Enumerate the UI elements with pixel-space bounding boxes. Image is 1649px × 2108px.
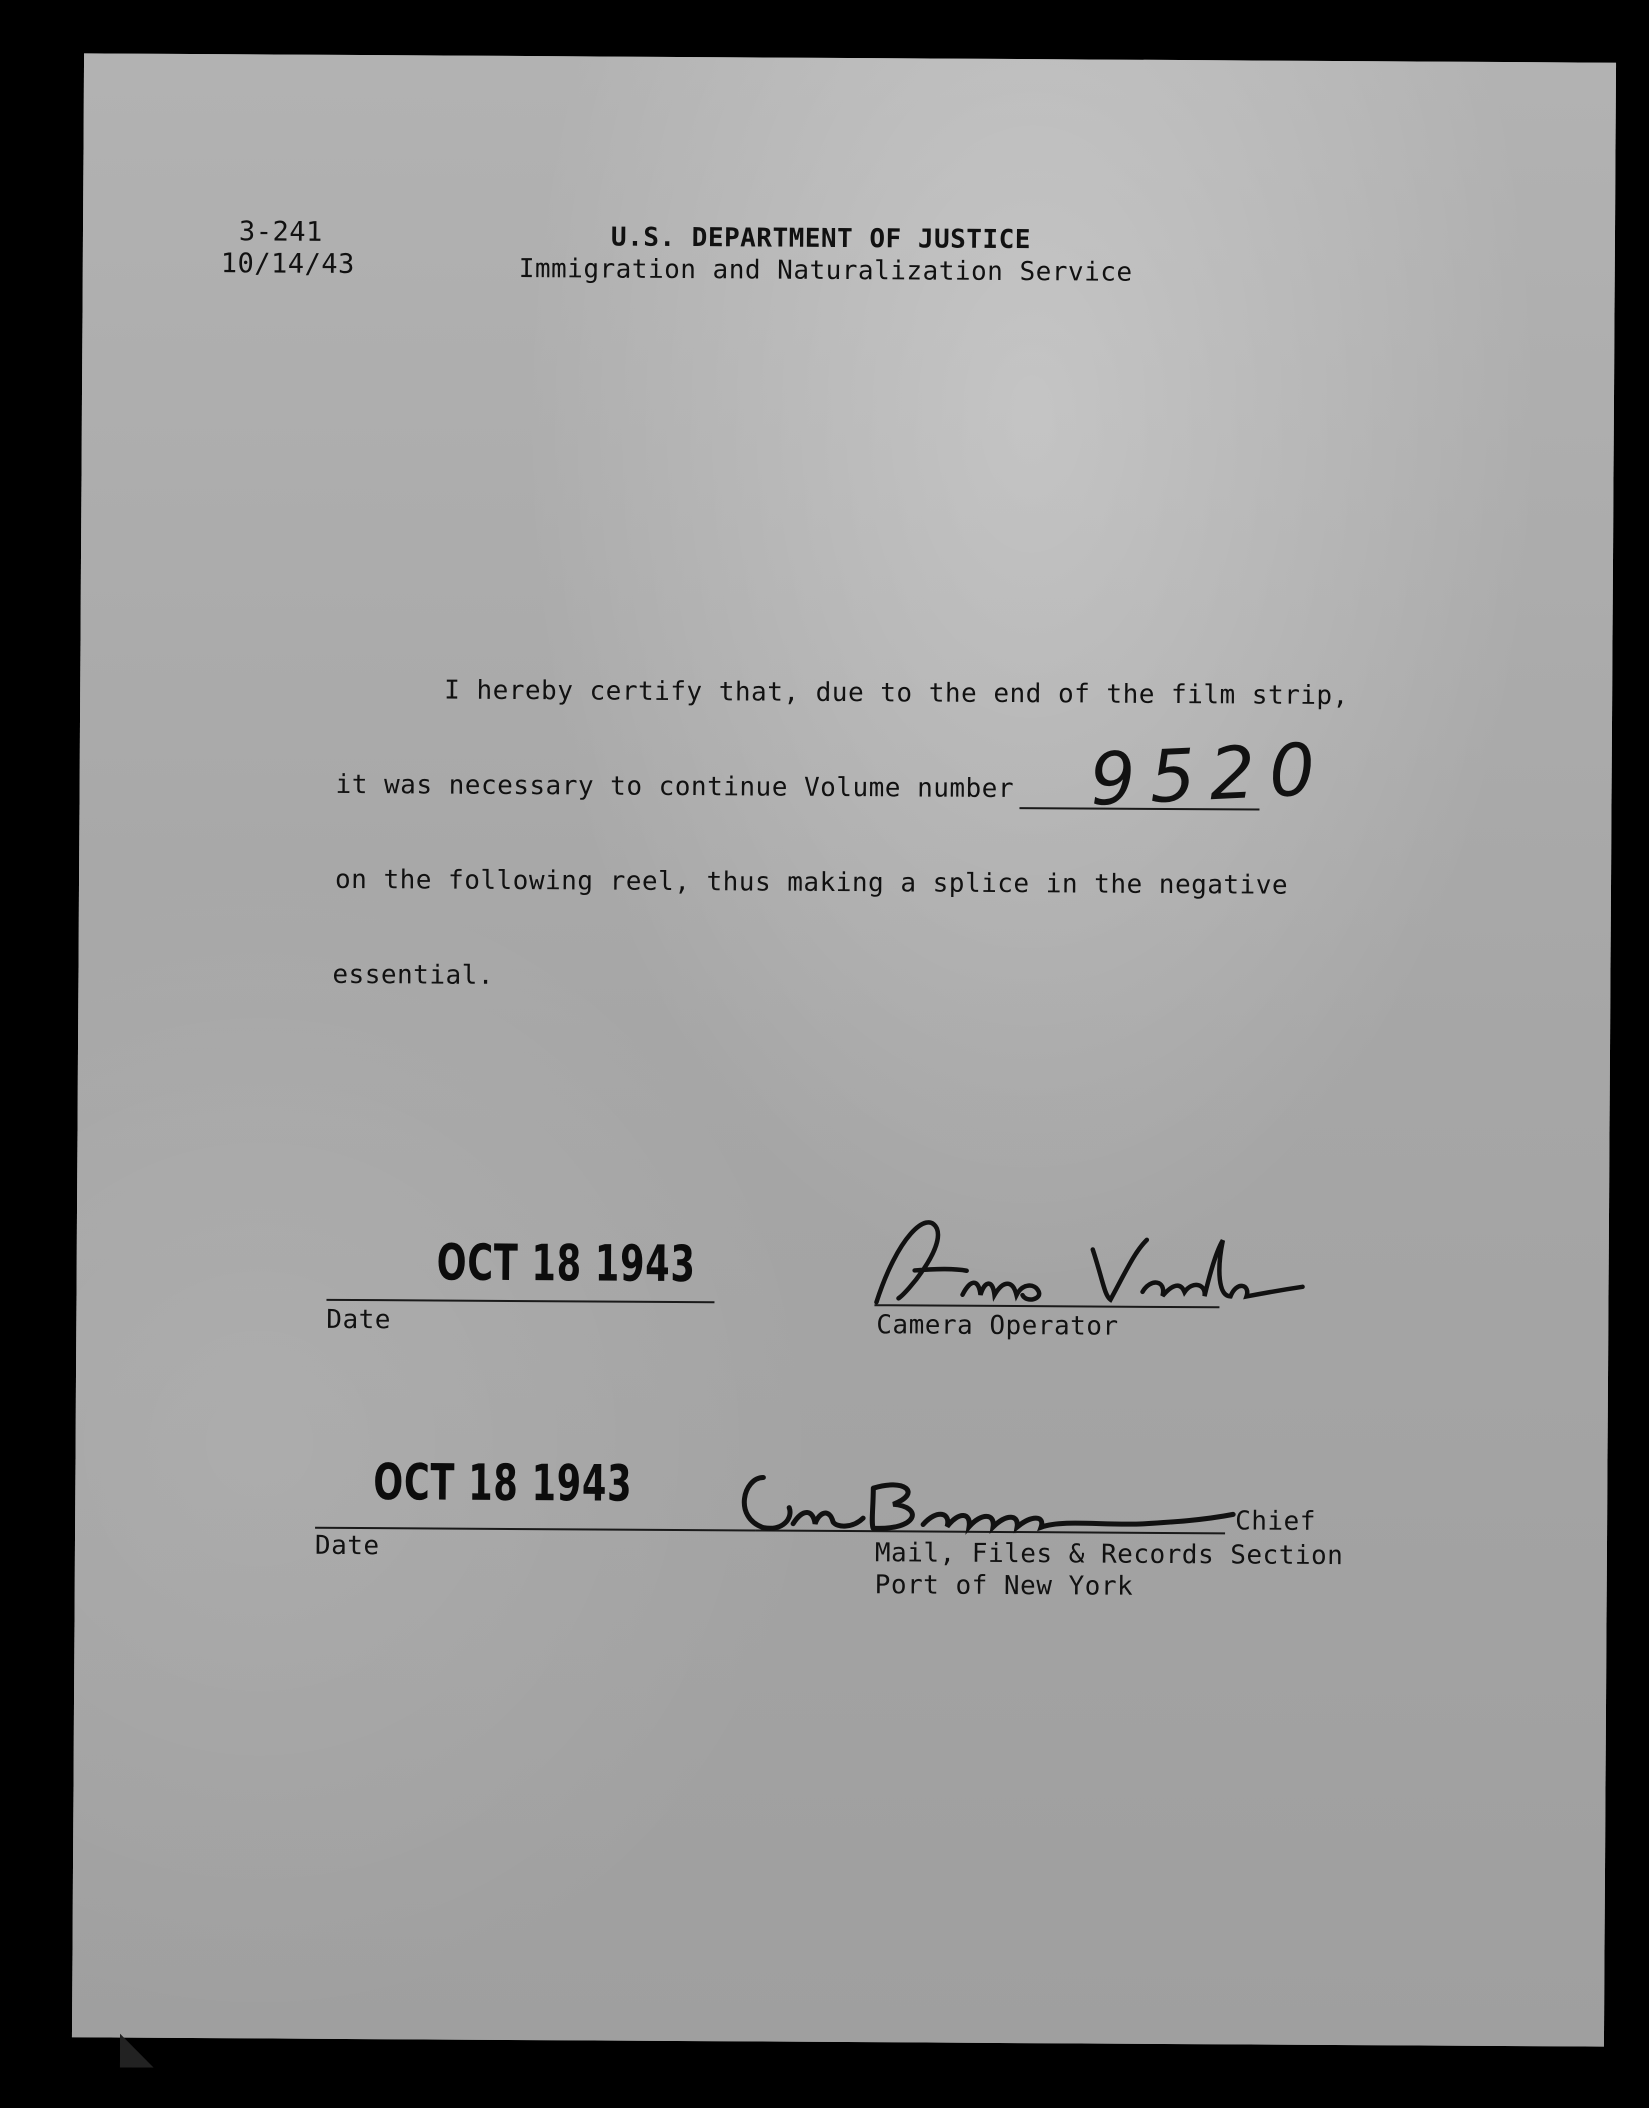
chief-date-label: Date (314, 1530, 380, 1562)
body-line-4: essential. (332, 959, 495, 991)
camera-operator-title: Camera Operator (876, 1310, 1119, 1342)
body-line-1: I hereby certify that, due to the end of the film strip, (444, 675, 1349, 712)
camera-date-label: Date (326, 1304, 392, 1336)
body-line-3: on the following reel, thus making a splice in the negative (334, 864, 1289, 901)
chief-signature (723, 1447, 1244, 1550)
service-title: Immigration and Naturalization Service (518, 253, 1133, 288)
form-number: 3-241 (238, 216, 323, 248)
volume-number: 9520 (1087, 726, 1331, 822)
document-page (72, 53, 1616, 2046)
chief-section: Mail, Files & Records Section (874, 1538, 1344, 1572)
camera-date-line (326, 1299, 714, 1303)
chief-date-line (315, 1527, 755, 1532)
chief-port: Port of New York (874, 1570, 1134, 1602)
chief-title: Chief (1235, 1506, 1316, 1537)
camera-date-stamp: OCT 18 1943 (436, 1233, 696, 1294)
torn-corner (120, 2034, 154, 2068)
camera-operator-signature (866, 1198, 1307, 1321)
department-title: U.S. DEPARTMENT OF JUSTICE (610, 222, 1032, 256)
chief-date-stamp: OCT 18 1943 (373, 1453, 633, 1513)
body-line-2: it was necessary to continue Volume number (335, 769, 1015, 805)
form-date: 10/14/43 (220, 248, 355, 280)
